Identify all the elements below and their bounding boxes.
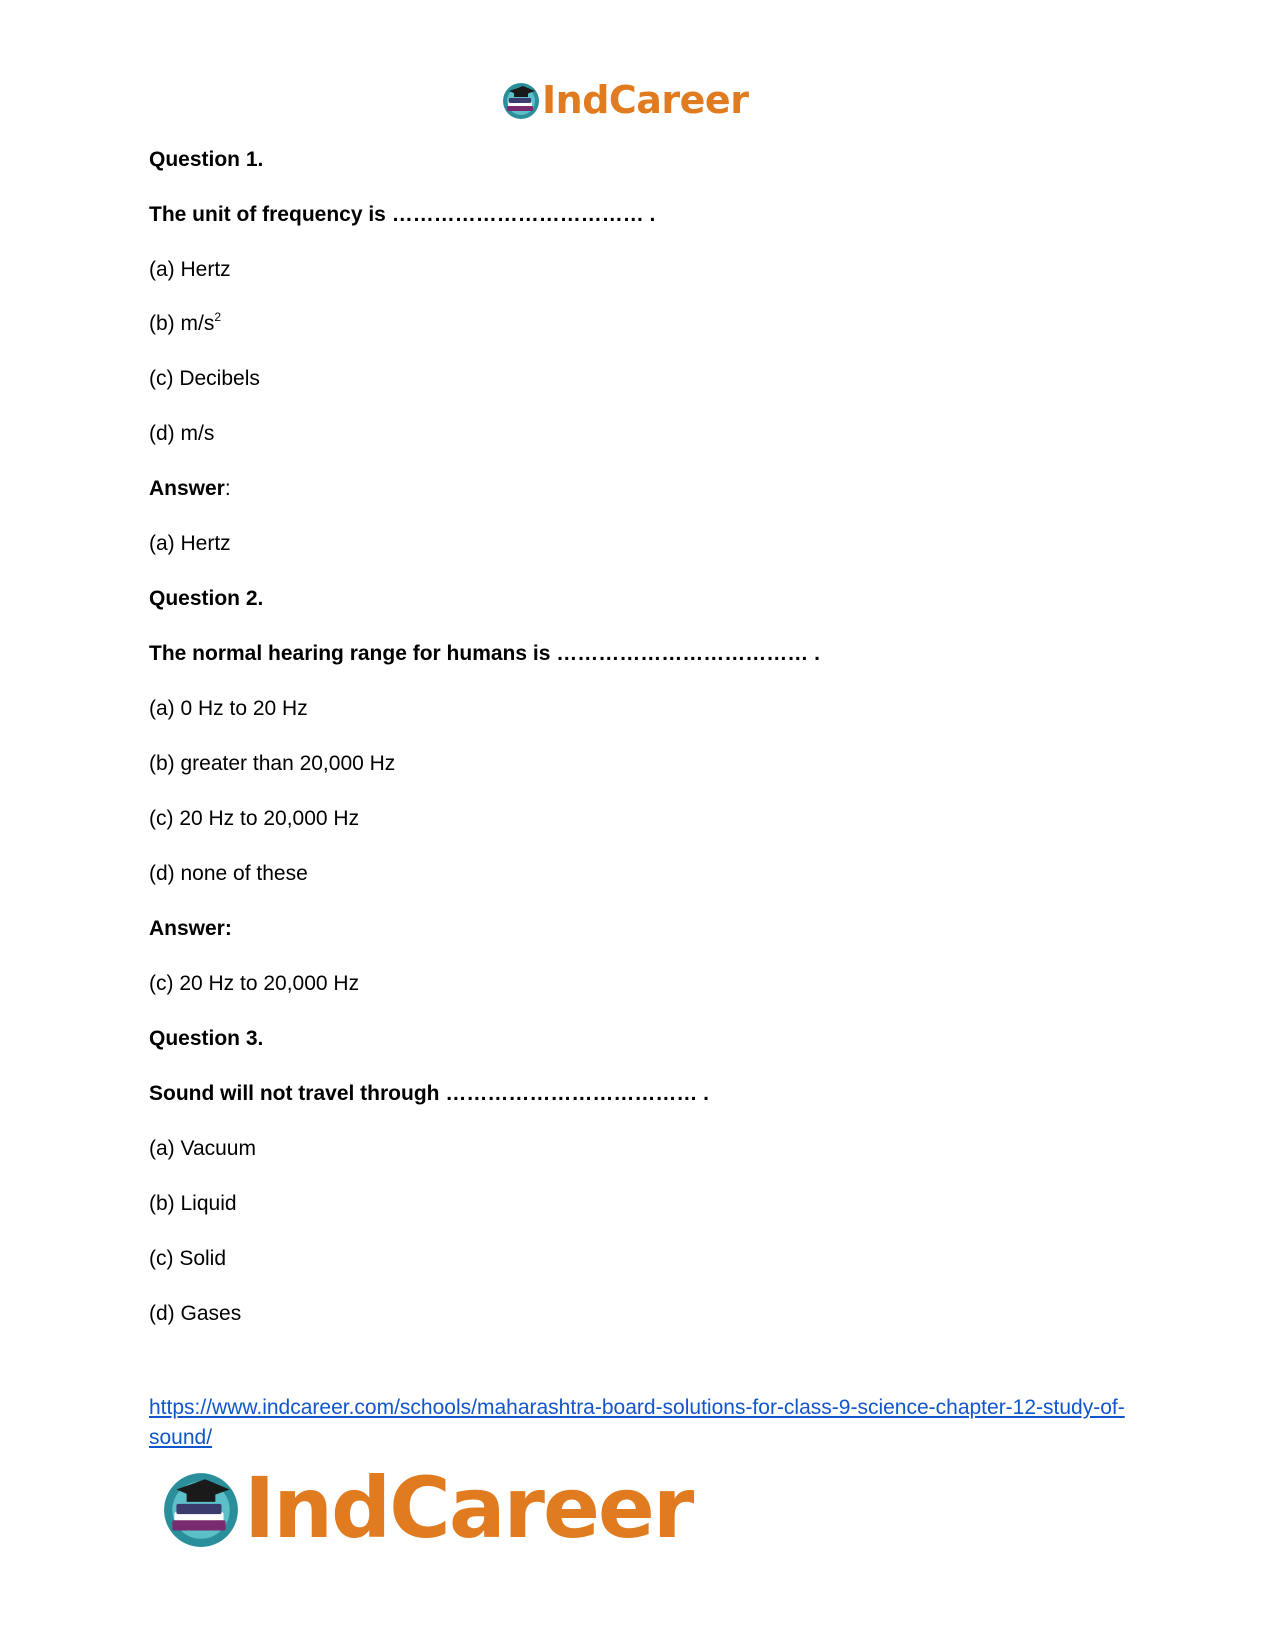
question-2-option-d: (d) none of these (149, 862, 308, 885)
question-2-option-b: (b) greater than 20,000 Hz (149, 752, 396, 775)
question-2-answer: (c) 20 Hz to 20,000 Hz (149, 972, 360, 995)
question-1-option-b (149, 311, 221, 337)
question-1-title: Question 1. (149, 148, 264, 171)
question-2-option-a: (a) 0 Hz to 20 Hz (149, 697, 308, 720)
question-1-option-a: (a) Hertz (149, 258, 231, 281)
question-2-stem: The normal hearing range for humans is ……………………………… . (149, 642, 820, 665)
answer-label-colon: : (224, 477, 231, 500)
graduation-book-icon (501, 80, 541, 120)
question-1-answer: (a) Hertz (149, 532, 231, 555)
question-3-title: Question 3. (149, 1027, 264, 1050)
question-2-title: Question 2. (149, 587, 264, 610)
header-logo (501, 80, 748, 120)
question-3-stem: Sound will not travel through ……………………………… . (149, 1082, 709, 1105)
logo-wordmark: IndCareer (542, 78, 749, 122)
answer-label-text: Answer (149, 477, 225, 500)
question-3-option-b: (b) Liquid (149, 1192, 237, 1215)
graduation-book-icon (160, 1467, 242, 1549)
question-1-option-d: (d) m/s (149, 422, 215, 445)
source-url-link[interactable]: https://www.indcareer.com/schools/maharashtra-board-solutions-for-class-9-science-chapter-12-study-of-sound/ (149, 1396, 1125, 1449)
question-3-option-d: (d) Gases (149, 1302, 242, 1325)
question-2-option-c: (c) 20 Hz to 20,000 Hz (149, 807, 360, 830)
question-3-option-a: (a) Vacuum (149, 1137, 256, 1160)
option-b-text: (b) m/s (149, 312, 215, 335)
question-3-option-c: (c) Solid (149, 1247, 227, 1270)
question-1-answer-label (149, 476, 231, 502)
question-1-option-c: (c) Decibels (149, 367, 260, 390)
question-1-stem: The unit of frequency is ……………………………… . (149, 203, 656, 226)
option-b-superscript: 2 (214, 310, 222, 324)
footer-logo (160, 1459, 693, 1557)
logo-wordmark: IndCareer (244, 1459, 693, 1557)
question-2-answer-label: Answer: (149, 917, 232, 940)
